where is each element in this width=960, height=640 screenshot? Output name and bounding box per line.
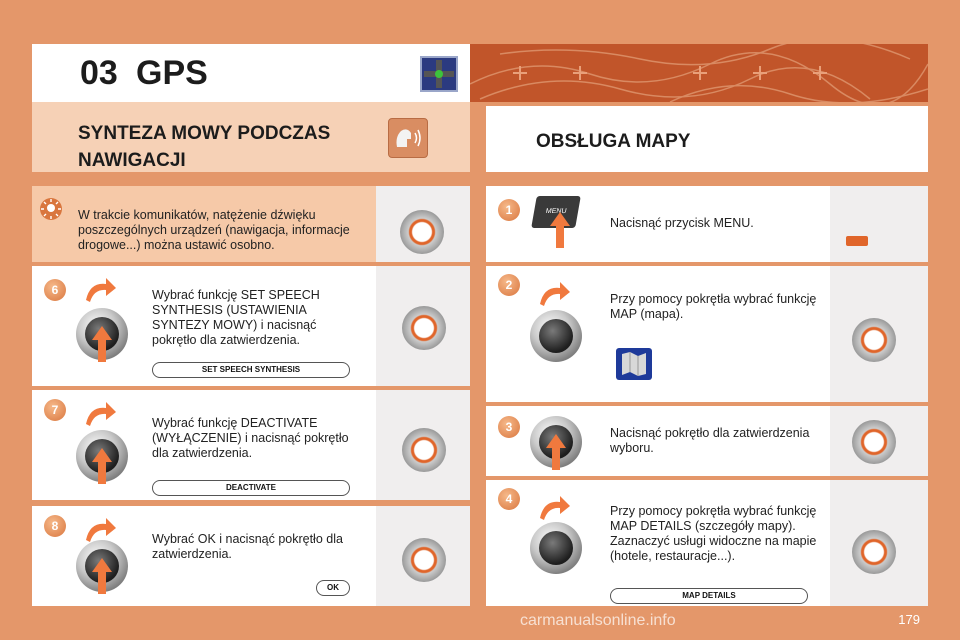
page-number: 179	[898, 612, 920, 627]
watermark: carmanualsonline.info	[520, 612, 676, 629]
turn-arrow-icon	[536, 494, 572, 522]
tip-text: W trakcie komunikatów, natężenie dźwięku poszczególnych urządzeń (nawigacja, informacje drogowe...) można ustawić osobno.	[78, 208, 350, 252]
step-3-number: 3	[498, 416, 520, 438]
chapter-title: GPS	[136, 54, 208, 92]
press-arrow-icon	[92, 558, 112, 594]
tip-lightbulb-icon	[38, 196, 64, 222]
step-8-number: 8	[44, 515, 66, 537]
step-4-label: MAP DETAILS	[610, 588, 808, 604]
right-section-title: OBSŁUGA MAPY	[536, 131, 691, 152]
map-icon	[616, 348, 652, 380]
menu-button-icon: MENU	[531, 196, 581, 228]
rotary-knob-icon	[530, 310, 582, 362]
menu-button-highlight	[846, 236, 868, 246]
press-arrow-icon	[546, 434, 566, 470]
dashboard-knob	[402, 538, 446, 582]
step-6-text: Wybrać funkcję SET SPEECH SYNTHESIS (USTAWIENIA SYNTEZY MOWY) i nacisnąć pokrętło dla zatwierdzenia.	[152, 288, 320, 347]
chapter-number: 03	[80, 54, 118, 92]
step-1-text: Nacisnąć przycisk MENU.	[610, 216, 754, 230]
step-8-label: OK	[316, 580, 350, 596]
step-4-number: 4	[498, 488, 520, 510]
dashboard-knob	[400, 210, 444, 254]
left-section-title: SYNTEZA MOWY PODCZAS NAWIGACJI	[78, 123, 331, 171]
step-2-number: 2	[498, 274, 520, 296]
topographic-pattern	[470, 44, 928, 102]
dashboard-knob	[852, 318, 896, 362]
rotary-knob-icon	[530, 522, 582, 574]
step-7-number: 7	[44, 399, 66, 421]
step-4-text: Przy pomocy pokrętła wybrać funkcję MAP DETAILS (szczegóły mapy). Zaznaczyć usługi widoczne na mapie (hotele, restauracje...).	[610, 504, 817, 563]
press-arrow-icon	[92, 448, 112, 484]
header-right-panel	[470, 44, 928, 102]
gps-crossroad-icon	[420, 56, 458, 92]
turn-arrow-icon	[82, 400, 118, 428]
turn-arrow-icon	[82, 276, 118, 304]
step-8-text: Wybrać OK i nacisnąć pokrętło dla zatwierdzenia.	[152, 532, 343, 561]
dashboard-knob	[852, 420, 896, 464]
press-arrow-icon	[92, 326, 112, 362]
step-7-text: Wybrać funkcję DEACTIVATE (WYŁĄCZENIE) i nacisnąć pokrętło dla zatwierdzenia.	[152, 416, 349, 460]
step-7-label: DEACTIVATE	[152, 480, 350, 496]
step-3-text: Nacisnąć pokrętło dla zatwierdzenia wyboru.	[610, 426, 810, 455]
dashboard-knob	[402, 306, 446, 350]
press-arrow-icon	[550, 212, 570, 248]
step-2-text: Przy pomocy pokrętła wybrać funkcję MAP (mapa).	[610, 292, 817, 321]
step-6-number: 6	[44, 279, 66, 301]
step-1-number: 1	[498, 199, 520, 221]
turn-arrow-icon	[536, 280, 572, 308]
step-6-label: SET SPEECH SYNTHESIS	[152, 362, 350, 378]
dashboard-knob	[402, 428, 446, 472]
dashboard-knob	[852, 530, 896, 574]
speech-synthesis-icon	[388, 118, 428, 158]
dashboard-image	[830, 186, 928, 262]
